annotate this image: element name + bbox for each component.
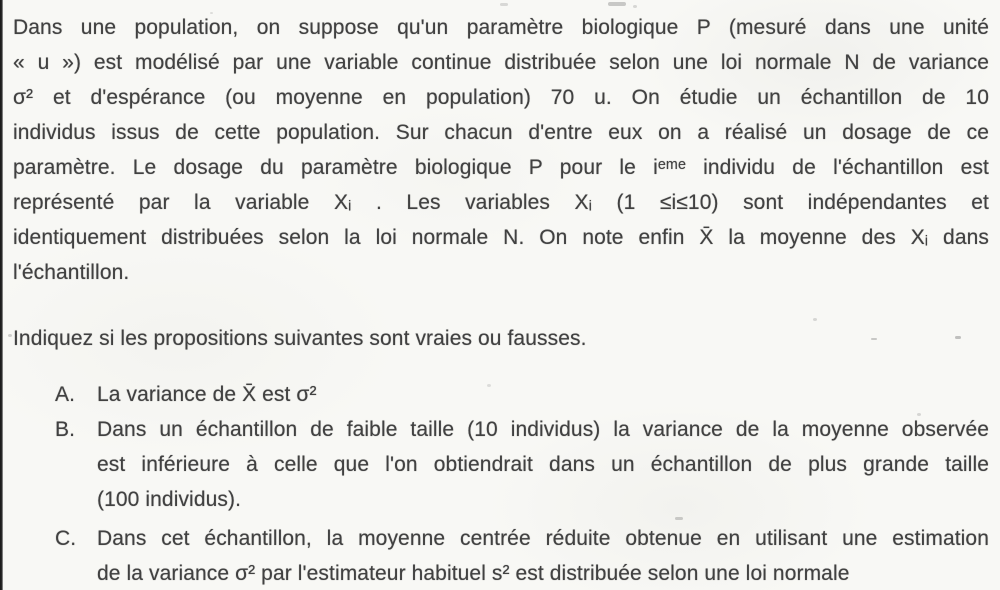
problem-statement-paragraph — [13, 10, 989, 290]
proposition-line: (100 individus). — [97, 488, 242, 511]
paragraph-line: l'échantillon. — [13, 261, 130, 284]
scan-left-edge-artifact — [0, 0, 3, 590]
proposition-b-text — [97, 412, 989, 517]
proposition-c-text — [97, 521, 989, 590]
scan-speck — [8, 334, 12, 337]
paragraph-line: Dans une population, on suppose qu'un paramètre biologique P (mesuré dans une unité — [13, 16, 989, 39]
proposition-b-label: B. — [55, 418, 76, 441]
paragraph-line: représenté par la variable Xᵢ . Les variables Xᵢ (1 ≤i≤10) sont indépendantes et — [13, 191, 989, 214]
proposition-c-label: C. — [55, 527, 77, 550]
paragraph-line: « u ») est modélisé par une variable continue distribuée selon une loi normale N de variance — [13, 51, 989, 74]
scan-speck — [813, 318, 817, 321]
paragraph-line: individus issus de cette population. Sur chacun d'entre eux on a réalisé un dosage de ce — [13, 121, 989, 144]
instruction-line: Indiquez si les propositions suivantes sont vraies ou fausses. — [13, 327, 587, 350]
scan-speck — [871, 338, 877, 340]
paragraph-line: paramètre. Le dosage du paramètre biologique P pour le iᵉᵐᵉ individu de l'échantillon est — [13, 156, 989, 179]
proposition-a-label: A. — [55, 383, 76, 406]
proposition-c — [55, 521, 989, 590]
proposition-line: de la variance σ² par l'estimateur habituel s² est distribuée selon une loi normale — [97, 562, 850, 585]
paragraph-line: σ² et d'espérance (ou moyenne en population) 70 u. On étudie un échantillon de 10 — [13, 86, 989, 109]
scan-speck — [955, 336, 961, 339]
proposition-a — [55, 377, 989, 412]
proposition-line: est inférieure à celle que l'on obtiendrait dans un échantillon de plus grande taille — [97, 453, 989, 476]
proposition-line: Dans cet échantillon, la moyenne centrée réduite obtenue en utilisant une estimation — [97, 527, 989, 550]
paragraph-line: identiquement distribuées selon la loi normale N. On note enfin X̄ la moyenne des Xᵢ dans — [13, 226, 989, 249]
scan-speck — [608, 2, 626, 6]
proposition-line: Dans un échantillon de faible taille (10 individus) la variance de la moyenne observée — [97, 418, 989, 441]
proposition-a-text — [97, 377, 989, 412]
scan-speck — [500, 3, 508, 6]
proposition-b — [55, 412, 989, 517]
scan-speck — [633, 5, 637, 8]
proposition-line: La variance de X̄ est σ² — [97, 383, 317, 406]
propositions-list — [55, 377, 989, 590]
